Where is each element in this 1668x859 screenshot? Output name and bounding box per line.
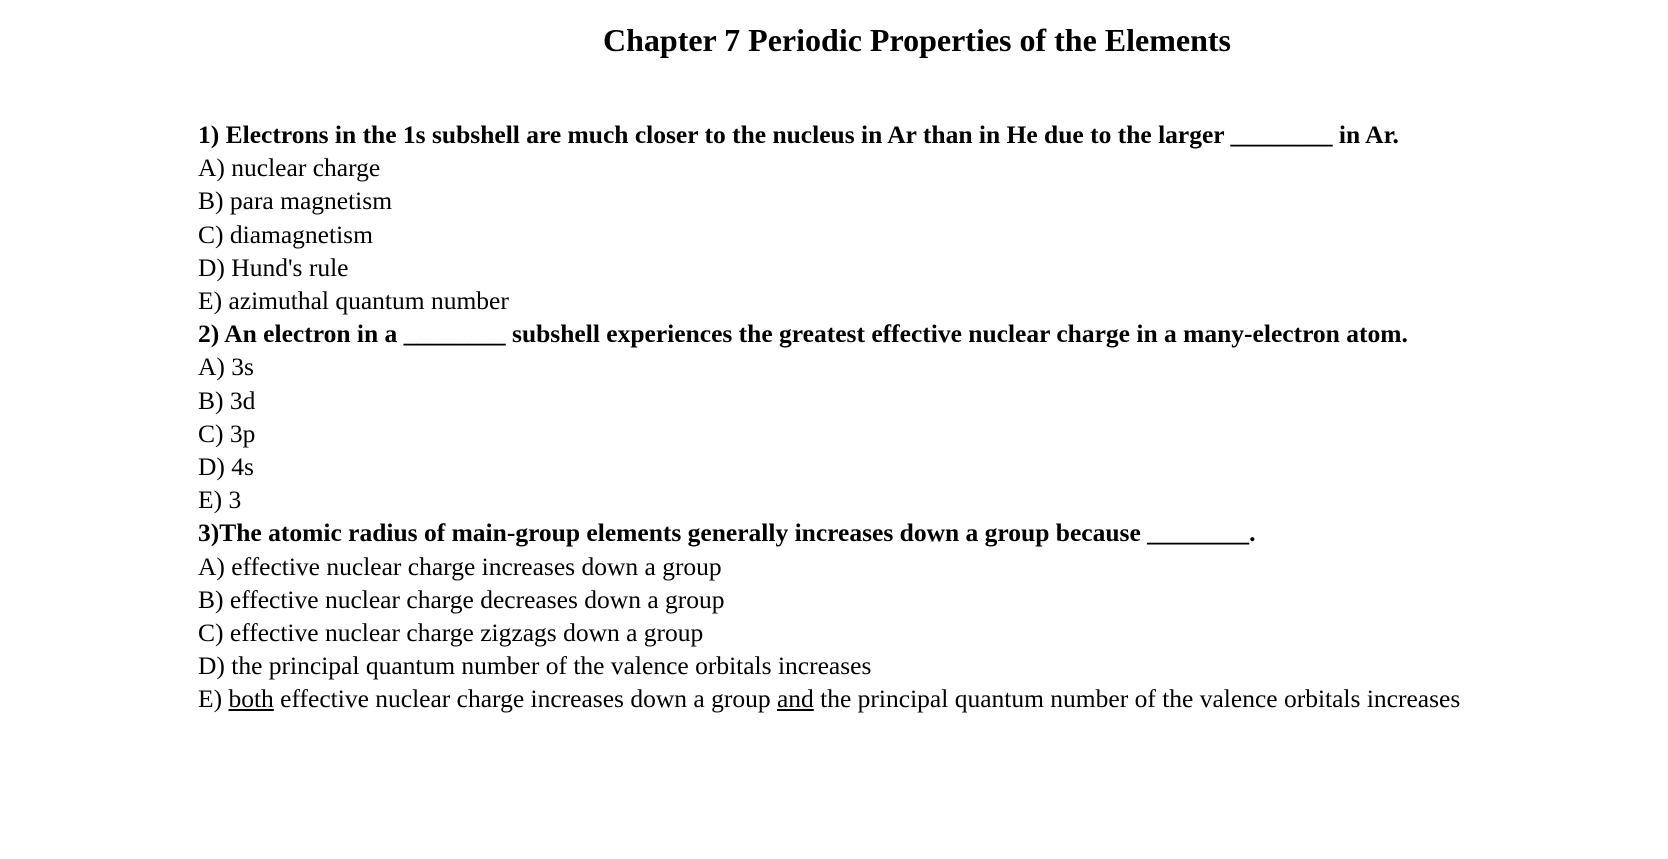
option-text: the principal quantum number of the valence orbitals increases (813, 684, 1461, 714)
question-prompt: 2) An electron in a ________ subshell experiences the greatest effective nuclear charge in a many-electron atom. (198, 319, 1408, 349)
answer-option: D) 4s (198, 452, 254, 482)
answer-option: A) nuclear charge (198, 153, 381, 183)
answer-option: C) 3p (198, 418, 256, 448)
answer-option (198, 682, 1470, 715)
underlined-word: and (776, 684, 814, 714)
answer-option: D) Hund's rule (198, 252, 349, 282)
question-block (198, 317, 1470, 516)
answer-option: B) effective nuclear charge decreases down a group (198, 584, 725, 614)
answer-option: E) 3 (198, 485, 242, 515)
answer-option: A) effective nuclear charge increases down a group (198, 551, 722, 581)
question-block (198, 516, 1470, 715)
answer-option: B) 3d (198, 385, 256, 415)
underlined-word: both (228, 684, 274, 714)
answer-option: B) para magnetism (198, 186, 393, 216)
answer-option: E) azimuthal quantum number (198, 286, 509, 316)
answer-option: A) 3s (198, 352, 254, 382)
option-text: effective nuclear charge increases down a group (273, 684, 777, 714)
question-prompt: 1) Electrons in the 1s subshell are much closer to the nucleus in Ar than in He due to the larger ________ in Ar. (198, 120, 1399, 149)
option-prefix: E) (198, 684, 229, 714)
question-block (198, 118, 1470, 317)
answer-option: D) the principal quantum number of the valence orbitals increases (198, 651, 872, 681)
question-prompt: 3)The atomic radius of main-group elements generally increases down a group because ________. (198, 518, 1256, 548)
answer-option: C) effective nuclear charge zigzags down a group (198, 618, 704, 648)
page-title: Chapter 7 Periodic Properties of the Elements (602, 22, 1231, 58)
answer-option: C) diamagnetism (198, 219, 373, 249)
question-list (198, 118, 1470, 716)
